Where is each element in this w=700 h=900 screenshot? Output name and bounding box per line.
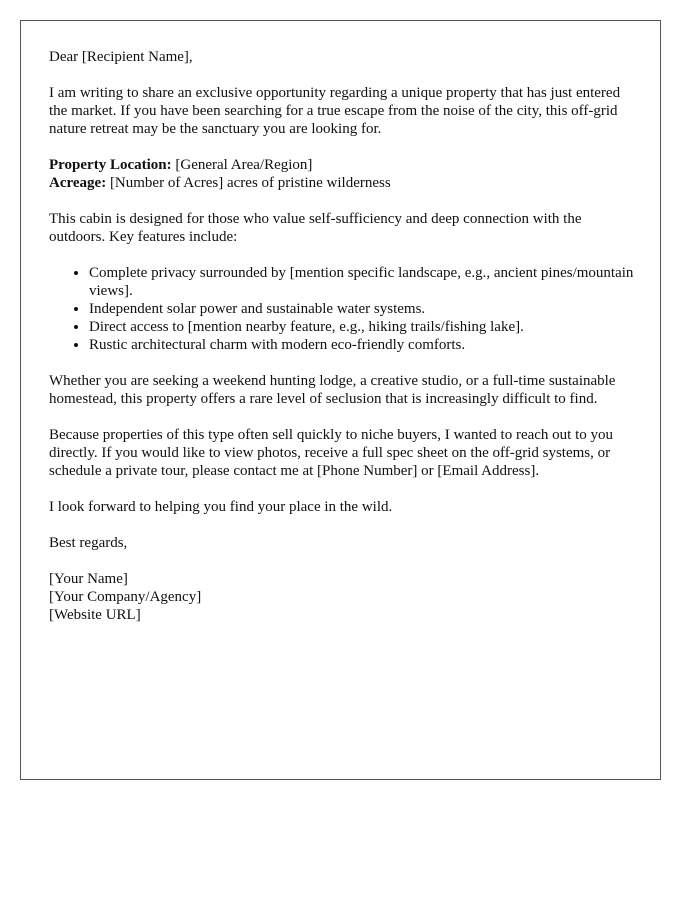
- acreage-value: [Number of Acres] acres of pristine wilderness: [106, 175, 391, 191]
- signoff: Best regards,: [49, 535, 128, 551]
- property-details: [49, 156, 639, 192]
- feature-item: • Rustic architectural charm with modern eco-friendly comforts.: [89, 336, 639, 354]
- closing-line: I look forward to helping you find your place in the wild.: [49, 499, 393, 515]
- feature-item: • Direct access to [mention nearby feature, e.g., hiking trails/fishing lake].: [89, 318, 639, 336]
- signature-company: [Your Company/Agency]: [49, 589, 202, 605]
- signature-name: [Your Name]: [49, 571, 128, 587]
- salutation: Dear [Recipient Name],: [49, 49, 193, 65]
- features-list: [49, 264, 639, 354]
- seclusion-paragraph: Whether you are seeking a weekend hunting lodge, a creative studio, or a full-time sustainable homestead, this property offers a rare level of seclusion that is increasingly difficult to find.: [49, 373, 616, 407]
- intro-paragraph: I am writing to share an exclusive opportunity regarding a unique property that has just entered the market. If you have been searching for a true escape from the noise of the city, this off-grid nature retreat may be the sanctuary you are looking for.: [49, 85, 621, 137]
- feature-item: • Complete privacy surrounded by [mention specific landscape, e.g., ancient pines/mountain views].: [89, 264, 639, 300]
- letter-body: [49, 48, 639, 642]
- signature-website: [Website URL]: [49, 607, 141, 623]
- location-value: [General Area/Region]: [171, 157, 313, 173]
- signature-block: [49, 570, 639, 624]
- feature-item: • Independent solar power and sustainable water systems.: [89, 300, 639, 318]
- location-label: Property Location:: [49, 157, 172, 173]
- contact-paragraph: Because properties of this type often sell quickly to niche buyers, I wanted to reach out to you directly. If you would like to view photos, receive a full spec sheet on the off-grid systems, or schedule a private tour, please contact me at [Phone Number] or [Email Address].: [49, 427, 614, 479]
- features-intro: This cabin is designed for those who value self-sufficiency and deep connection with the outdoors. Key features include:: [49, 211, 582, 245]
- acreage-label: Acreage:: [49, 175, 107, 191]
